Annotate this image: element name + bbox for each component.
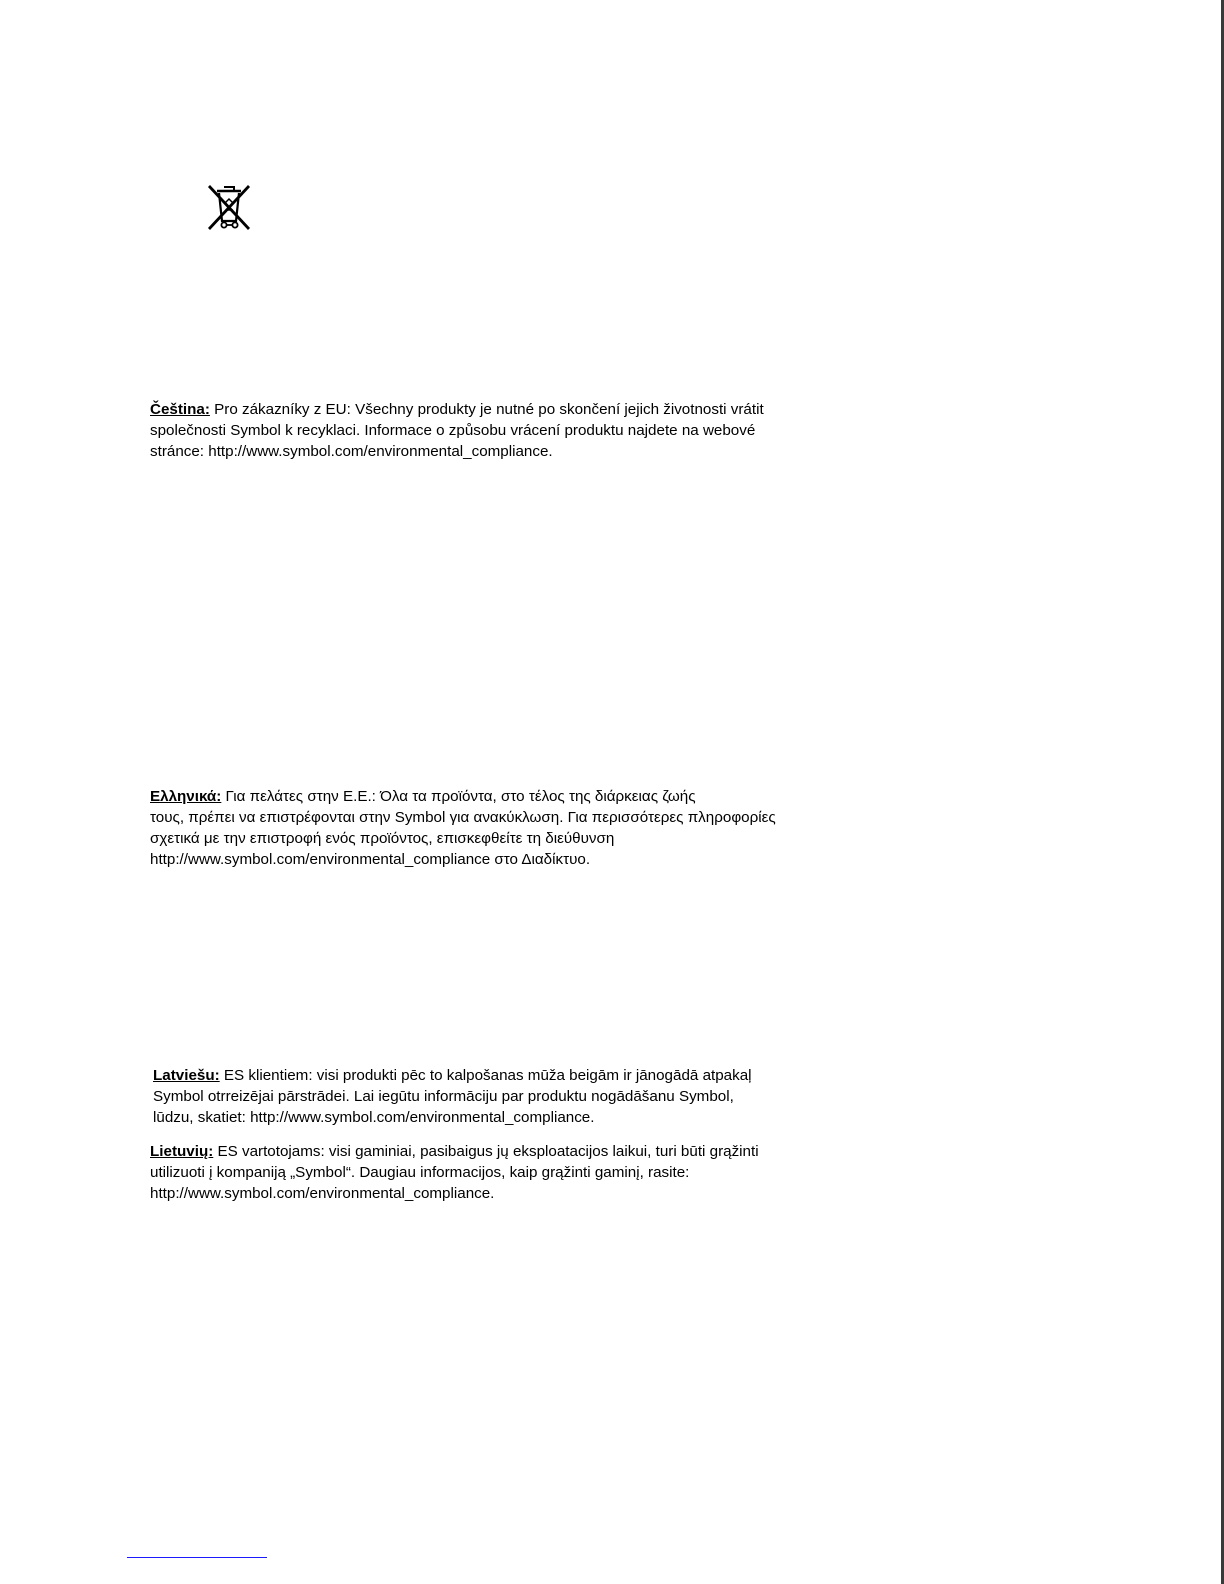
language-label-czech: Čeština: (150, 401, 210, 418)
notice-latvian-line-3: lūdzu, skatiet: http://www.symbol.com/environmental_compliance. (153, 1109, 595, 1126)
notice-czech-text-1: Pro zákazníky z EU: Všechny produkty je nutné po skončení jejich životnosti vrátit (209, 401, 764, 418)
notice-greek-line-2: τους, πρέπει να επιστρέφονται στην Symbol για ανακύκλωση. Για περισσότερες πληροφορίες (150, 809, 776, 826)
language-label-greek: Ελληνικά: (150, 788, 222, 805)
language-label-lithuanian: Lietuvių: (150, 1143, 214, 1160)
notice-latvian-line-1 (153, 1065, 752, 1086)
notice-greek-line-3: σχετικά με την επιστροφή ενός προϊόντος, επισκεφθείτε τη διεύθυνση (150, 830, 615, 847)
notice-greek-line-1 (150, 786, 776, 807)
notice-czech-line-3: stránce: http://www.symbol.com/environmental_compliance. (150, 443, 553, 460)
notice-greek-line-4: http://www.symbol.com/environmental_compliance στο Διαδίκτυο. (150, 851, 591, 868)
crossed-out-wheelie-bin-icon (204, 183, 254, 233)
notice-greek-text-1: Για πελάτες στην Ε.Ε.: Όλα τα προϊόντα, στο τέλος της διάρκειας ζωής (221, 788, 696, 805)
notice-latvian-line-2: Symbol otrreizējai pārstrādei. Lai iegūtu informāciju par produktu nogādāšanu Symbol, (153, 1088, 734, 1105)
notice-lithuanian-text-1: ES vartotojams: visi gaminiai, pasibaigus jų eksploatacijos laikui, turi būti grąžinti (213, 1143, 759, 1160)
notice-greek (150, 786, 776, 870)
notice-czech-line-1 (150, 399, 764, 420)
footnote-separator (127, 1557, 267, 1558)
notice-lithuanian-line-3: http://www.symbol.com/environmental_compliance. (150, 1185, 495, 1202)
notice-latvian (153, 1065, 752, 1128)
notice-lithuanian-line-1 (150, 1141, 759, 1162)
notice-czech (150, 399, 764, 462)
language-label-latvian: Latviešu: (153, 1067, 220, 1084)
notice-lithuanian (150, 1141, 759, 1204)
notice-latvian-text-1: ES klientiem: visi produkti pēc to kalpošanas mūža beigām ir jānogādā atpakaļ (219, 1067, 752, 1084)
notice-czech-line-2: společnosti Symbol k recyklaci. Informace o způsobu vrácení produktu najdete na webové (150, 422, 756, 439)
notice-lithuanian-line-2: utilizuoti į kompaniją „Symbol“. Daugiau informacijos, kaip grąžinti gaminį, rasite: (150, 1164, 690, 1181)
